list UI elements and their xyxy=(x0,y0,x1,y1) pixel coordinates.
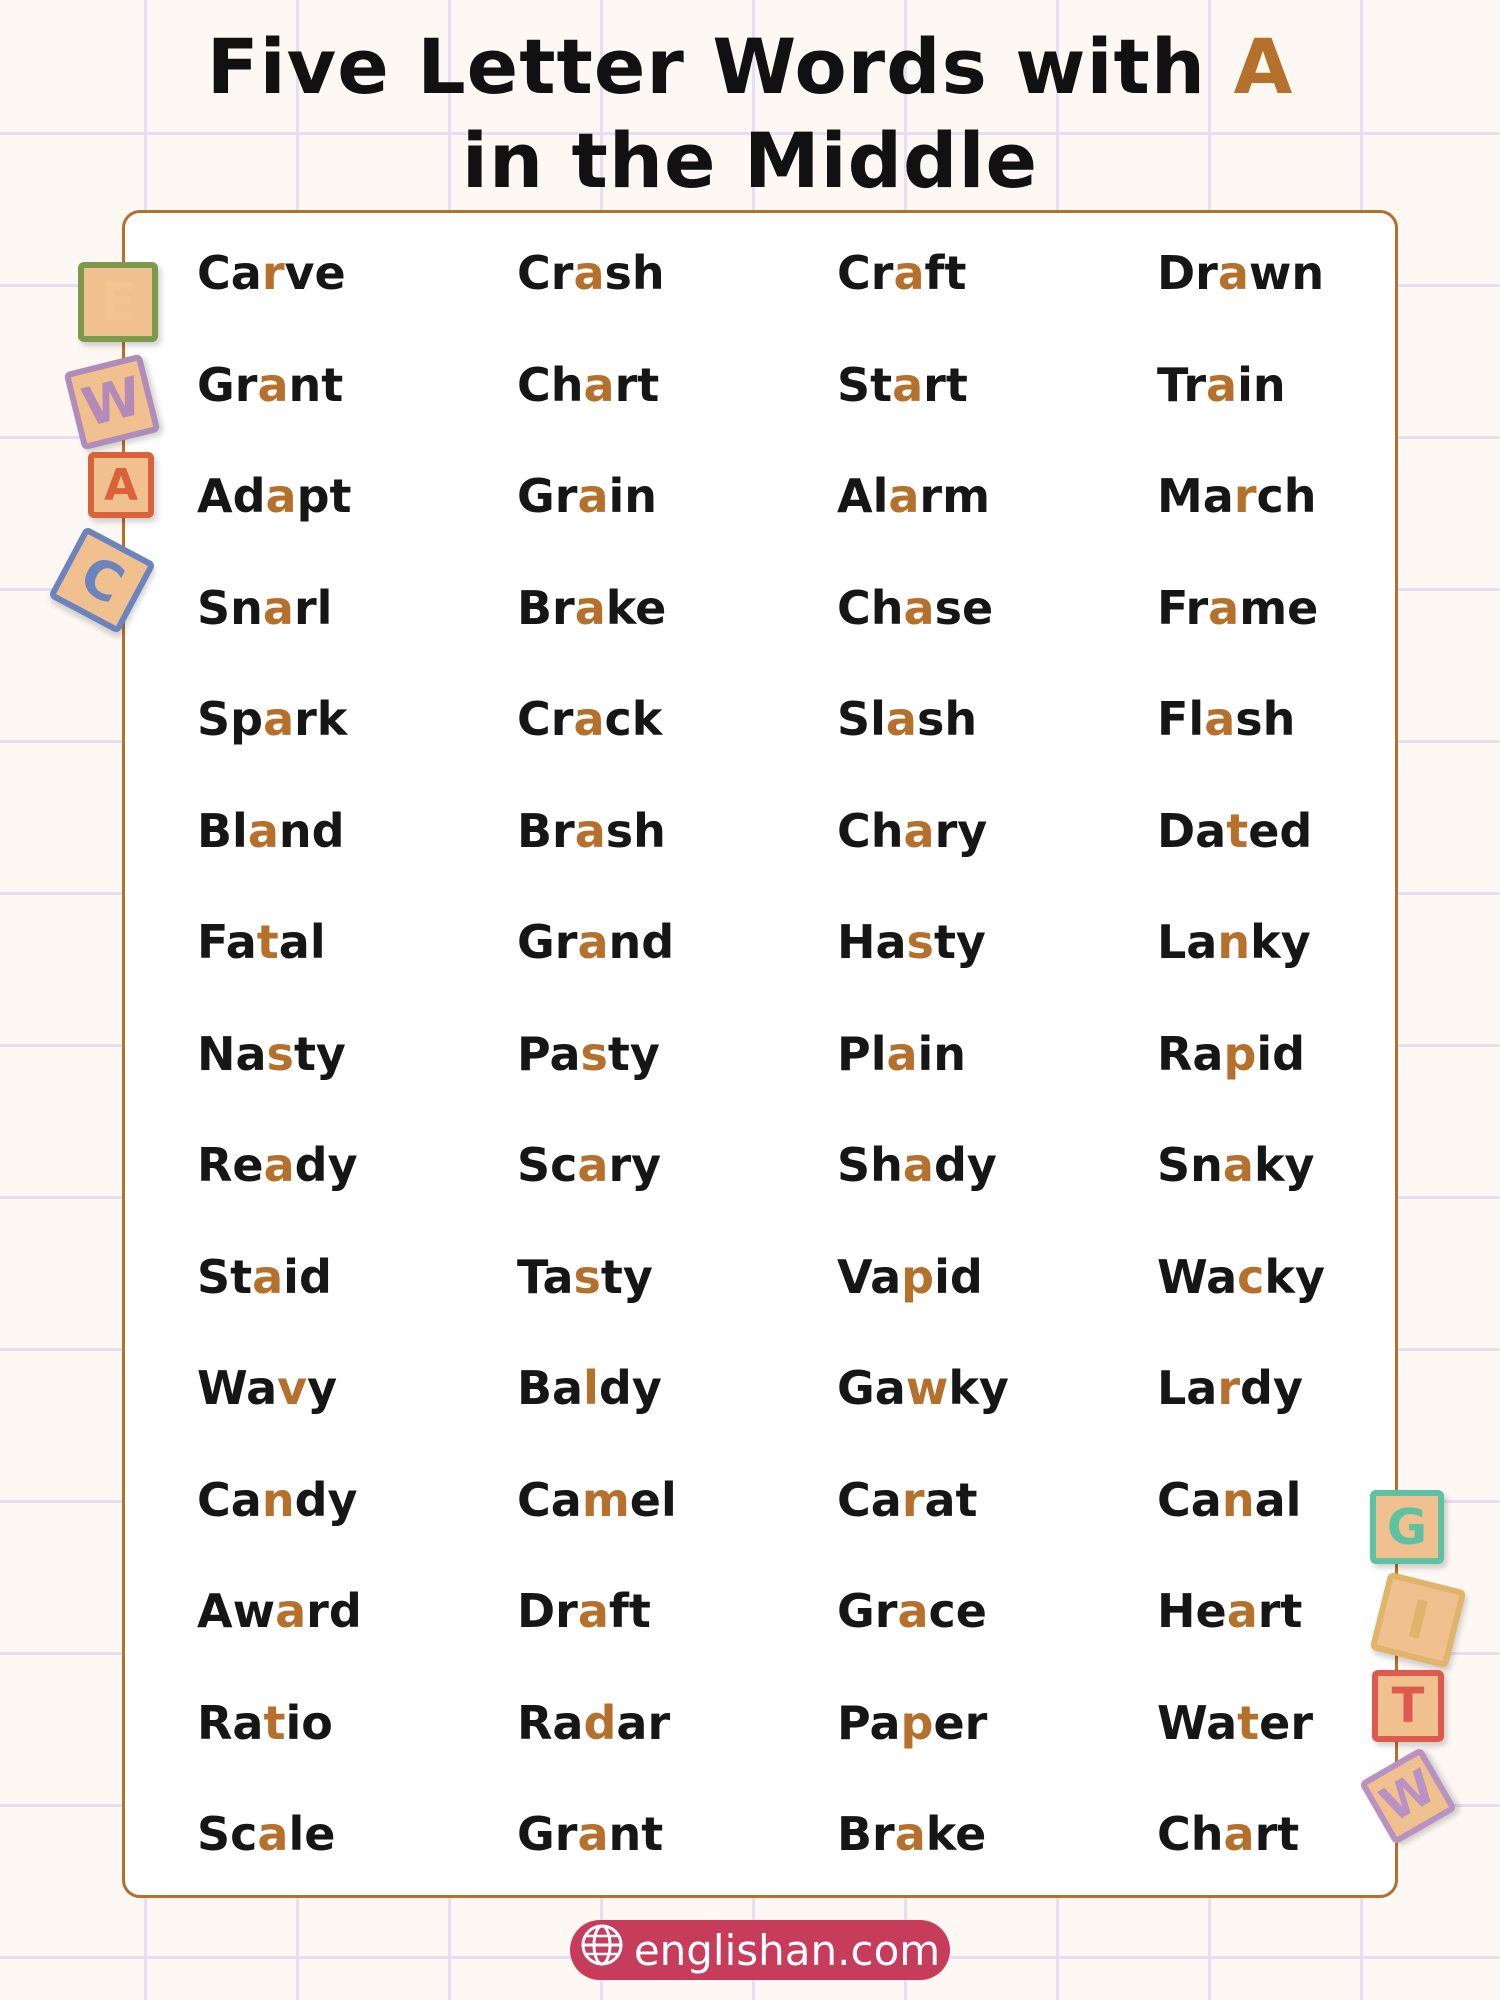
letter-block-right-t: T xyxy=(1372,1670,1444,1742)
word-item: Brake xyxy=(517,580,667,635)
word-item: Grain xyxy=(517,469,658,523)
word-item: Paper xyxy=(837,1695,988,1750)
word-item: Camel xyxy=(517,1472,677,1527)
letter-block-left-a: A xyxy=(88,452,154,518)
word-item: Candy xyxy=(197,1472,358,1527)
word-item: Vapid xyxy=(837,1249,983,1304)
word-item: Adapt xyxy=(197,469,352,523)
word-item: Crash xyxy=(517,246,665,300)
word-item: Wacky xyxy=(1157,1249,1325,1304)
word-item: Scary xyxy=(517,1138,662,1192)
word-item: Snaky xyxy=(1157,1138,1315,1192)
word-item: Brake xyxy=(837,1807,987,1861)
word-item: Crack xyxy=(517,692,663,746)
word-item: Chase xyxy=(837,580,994,635)
website-url[interactable]: englishan.com xyxy=(633,1925,941,1975)
letter-block-right-w: W xyxy=(1359,1747,1457,1845)
word-item: Chart xyxy=(1157,1807,1300,1861)
word-item: Lardy xyxy=(1157,1361,1303,1415)
word-item: Frame xyxy=(1157,580,1319,635)
word-item: Grant xyxy=(517,1807,664,1861)
word-item: Brash xyxy=(517,803,666,858)
title-line-2: in the Middle xyxy=(461,116,1039,205)
word-item: Fatal xyxy=(197,915,326,969)
word-item: Water xyxy=(1157,1695,1314,1750)
word-item: Chart xyxy=(517,357,660,412)
word-item: Wavy xyxy=(197,1361,338,1415)
letter-block-left-e: E xyxy=(78,262,158,342)
word-item: Slash xyxy=(837,692,978,746)
word-item: Canal xyxy=(1157,1472,1302,1527)
word-item: March xyxy=(1157,469,1317,523)
word-item: Grant xyxy=(197,357,344,412)
word-item: Baldy xyxy=(517,1361,662,1415)
word-item: Grand xyxy=(517,915,675,969)
word-item: Carve xyxy=(197,246,346,300)
word-item: Radar xyxy=(517,1695,671,1750)
word-item: Shady xyxy=(837,1138,997,1192)
word-grid xyxy=(197,228,1477,1901)
word-item: Craft xyxy=(837,246,967,300)
word-item: Ratio xyxy=(197,1695,333,1750)
word-item: Snarl xyxy=(197,580,333,635)
word-item: Spark xyxy=(197,692,348,746)
word-item: Pasty xyxy=(517,1026,660,1081)
letter-block-left-w: W xyxy=(64,354,161,451)
word-item: Plain xyxy=(837,1026,967,1081)
word-item: Dated xyxy=(1157,803,1313,858)
word-item: Start xyxy=(837,357,968,412)
letter-block-right-i: I xyxy=(1370,1572,1467,1669)
page-title xyxy=(0,20,1500,208)
word-item: Rapid xyxy=(1157,1026,1306,1081)
word-item: Tasty xyxy=(517,1249,653,1304)
word-item: Flash xyxy=(1157,692,1296,746)
word-item: Draft xyxy=(517,1584,651,1638)
word-item: Carat xyxy=(837,1472,978,1527)
word-item: Chary xyxy=(837,803,988,858)
word-item: Award xyxy=(197,1584,362,1638)
word-item: Scale xyxy=(197,1807,336,1861)
letter-block-left-c: C xyxy=(48,526,156,634)
word-item: Hasty xyxy=(837,915,986,969)
title-accent-letter: A xyxy=(1233,22,1294,111)
word-item: Staid xyxy=(197,1249,332,1304)
word-item: Grace xyxy=(837,1584,987,1638)
word-item: Drawn xyxy=(1157,246,1325,300)
word-item: Bland xyxy=(197,803,345,858)
website-badge[interactable] xyxy=(570,1920,950,1980)
word-item: Lanky xyxy=(1157,915,1311,969)
title-line-1 xyxy=(0,20,1500,114)
word-item: Nasty xyxy=(197,1026,346,1081)
word-item: Train xyxy=(1157,357,1286,412)
word-item: Gawky xyxy=(837,1361,1009,1415)
word-item: Alarm xyxy=(837,469,991,523)
word-item: Heart xyxy=(1157,1584,1303,1638)
letter-block-right-g: G xyxy=(1370,1490,1444,1564)
title-prefix: Five Letter Words with xyxy=(206,22,1206,111)
word-item: Ready xyxy=(197,1138,358,1192)
globe-icon xyxy=(580,1923,624,1977)
word-list-card xyxy=(122,210,1398,1898)
